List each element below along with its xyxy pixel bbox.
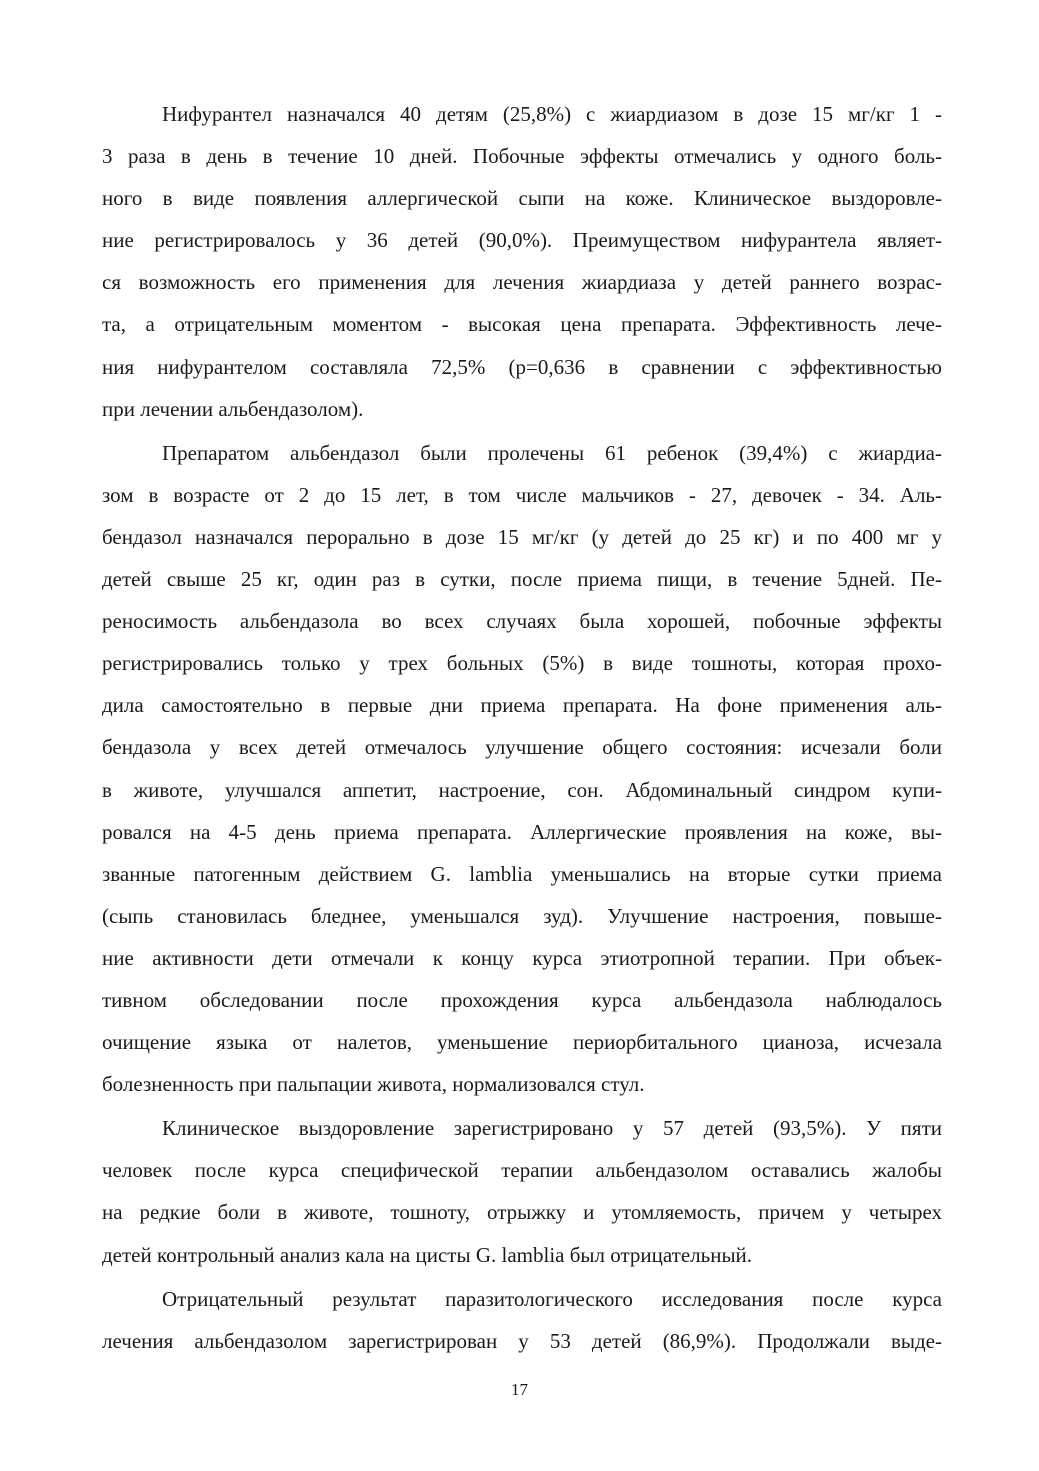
paragraph-clinical-recovery (102, 1107, 942, 1275)
text-line: ся возможность его применения для лечения жиардиаза у детей раннего возрас- (102, 270, 942, 295)
text-line: детей контрольный анализ кала на цисты G. lamblia был отрицательный. (102, 1242, 753, 1267)
text-line: детей свыше 25 кг, один раз в сутки, после приема пищи, в течение 5дней. Пе- (102, 567, 942, 592)
text-line: та, а отрицательным моментом - высокая цена препарата. Эффективность лече- (102, 312, 942, 337)
text-line: реносимость альбендазола во всех случаях была хорошей, побочные эффекты (102, 609, 942, 634)
text-line: в животе, улучшался аппетит, настроение, сон. Абдоминальный синдром купи- (102, 777, 942, 802)
text-line: бендазол назначался перорально в дозе 15 мг/кг (у детей до 25 кг) и по 400 мг у (102, 524, 942, 549)
text-line: Нифурантел назначался 40 детям (25,8%) с жиардиазом в дозе 15 мг/кг 1 - (162, 102, 942, 126)
text-line: Отрицательный результат паразитологического исследования после курса (162, 1286, 942, 1311)
text-line: очищение языка от налетов, уменьшение периорбитального цианоза, исчезала (102, 1030, 942, 1055)
text-line: ного в виде появления аллергической сыпи на коже. Клиническое выздоровле- (102, 186, 942, 211)
document-body (102, 93, 942, 1364)
text-line: регистрировались только у трех больных (5%) в виде тошноты, которая прохо- (102, 651, 942, 676)
text-line: человек после курса специфической терапии альбендазолом оставались жалобы (102, 1158, 942, 1183)
text-line: 3 раза в день в течение 10 дней. Побочные эффекты отмечались у одного боль- (102, 144, 942, 169)
text-line: тивном обследовании после прохождения курса альбендазола наблюдалось (102, 987, 942, 1012)
paragraph-albendazole (102, 432, 942, 1106)
text-line: Клиническое выздоровление зарегистрировано у 57 детей (93,5%). У пяти (162, 1116, 942, 1141)
text-line: дила самостоятельно в первые дни приема препарата. На фоне применения аль- (102, 693, 942, 718)
text-line: званные патогенным действием G. lamblia уменьшались на вторые сутки приема (102, 861, 942, 886)
text-line: лечения альбендазолом зарегистрирован у 53 детей (86,9%). Продолжали выде- (102, 1328, 942, 1353)
text-line: ние активности дети отмечали к концу курса этиотропной терапии. При объек- (102, 945, 942, 970)
paragraph-nifurantel (102, 93, 942, 430)
text-line: зом в возрасте от 2 до 15 лет, в том числе мальчиков - 27, девочек - 34. Аль- (102, 482, 942, 507)
text-line: ние регистрировалось у 36 детей (90,0%). Преимуществом нифурантела являет- (102, 228, 942, 253)
text-line: при лечении альбендазолом). (102, 396, 364, 421)
text-line: ровался на 4-5 день приема препарата. Аллергические проявления на коже, вы- (102, 819, 942, 844)
text-line: ния нифурантелом составляла 72,5% (р=0,636 в сравнении с эффективностью (102, 354, 942, 379)
text-line: бендазола у всех детей отмечалось улучшение общего состояния: исчезали боли (102, 735, 942, 760)
text-line: на редкие боли в животе, тошноту, отрыжку и утомляемость, причем у четырех (102, 1200, 942, 1225)
text-line: болезненность при пальпации живота, нормализовался стул. (102, 1072, 645, 1097)
text-line: (сыпь становилась бледнее, уменьшался зуд). Улучшение настроения, повыше- (102, 903, 942, 928)
text-line: Препаратом альбендазол были пролечены 61 ребенок (39,4%) с жиардиа- (162, 440, 942, 465)
page-number: 17 (511, 1380, 528, 1399)
paragraph-parasitological-result (102, 1278, 942, 1362)
